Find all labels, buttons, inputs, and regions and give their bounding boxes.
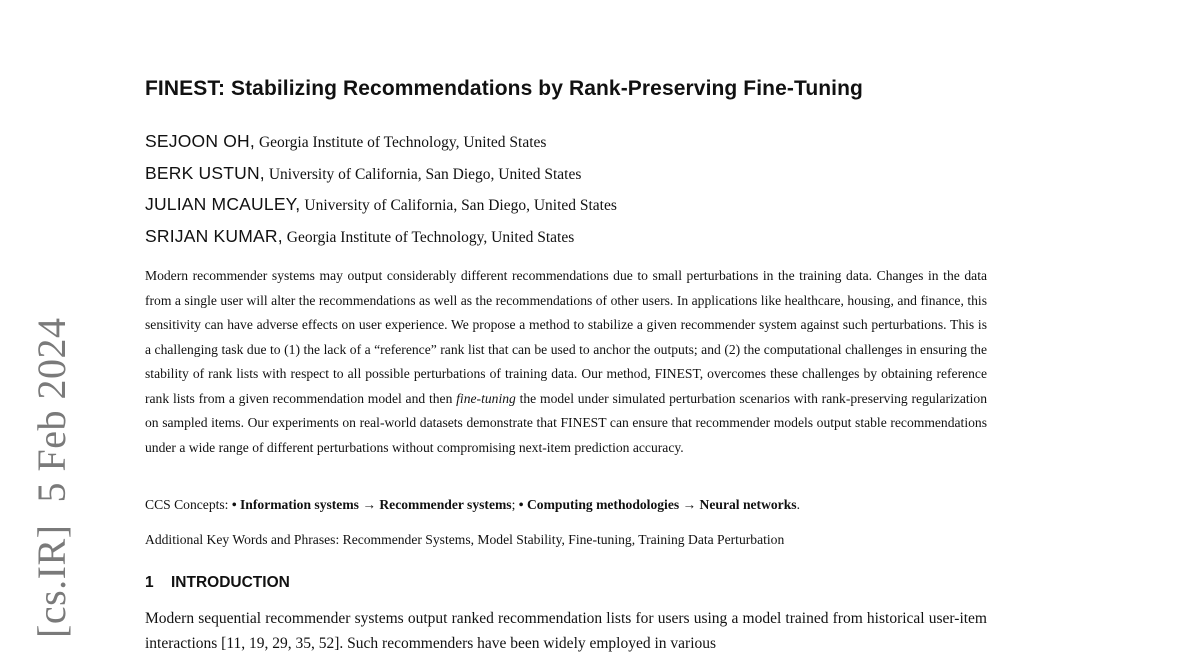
ccs-end: . — [796, 497, 800, 512]
author-affiliation: Georgia Institute of Technology, United States — [286, 228, 575, 246]
ccs-label: CCS Concepts: — [145, 497, 232, 512]
abstract-emphasis: fine-tuning — [456, 390, 516, 406]
ccs-separator: ; — [511, 497, 519, 512]
ccs-concept-1: • Information systems → Recommender systems — [231, 497, 512, 512]
keywords: Additional Key Words and Phrases: Recommender Systems, Model Stability, Fine-tuning, Training Data Perturbation — [145, 532, 785, 547]
arxiv-date: 5 Feb 2024 — [29, 317, 74, 503]
author-entry — [145, 191, 987, 223]
author-affiliation: University of California, San Diego, United States — [304, 197, 617, 214]
arxiv-category: [cs.IR] — [29, 524, 74, 638]
abstract-text-start: Modern recommender systems may output considerably different recommendations due to small perturbations in the training data. Changes in the data from a single user will alter the recommendations as well as the recommendations of other users. In applications like healthcare, housing, and finance, this sensitivity can have adverse effects on user experience. We propose a method to stabilize a given recommender system against such perturbations. This is a challenging task due to (1) the lack of a “reference” rank list that can be used to anchor the outputs; and (2) the computational challenges in ensuring the stability of rank lists with respect to all possible perturbations of training data. Our method, FINEST, overcomes these challenges by obtaining reference rank lists from a given recommendation model and then — [145, 268, 987, 406]
author-entry — [145, 160, 987, 192]
abstract-text-end: the model under simulated perturbation scenarios with rank-preserving regularization on sampled items. Our experiments on real-world datasets demonstrate that FINEST can ensure that recommender models output stable recommendations under a wide range of different perturbations without compromising next-item prediction accuracy. — [145, 390, 987, 455]
author-affiliation: University of California, San Diego, United States — [268, 165, 582, 183]
author-entry — [145, 223, 987, 255]
intro-paragraph: Modern sequential recommender systems output ranked recommendation lists for users using a model trained from historical user-item interactions [11, 19, 29, 35, 52]. Such recommenders have been widely employed in various — [145, 610, 987, 652]
ccs-concepts — [145, 494, 987, 516]
paper-title: FINEST: Stabilizing Recommendations by Rank-Preserving Fine-Tuning — [145, 77, 863, 100]
section-heading — [145, 574, 290, 592]
author-entry — [145, 128, 987, 160]
author-name: BERK USTUN, — [145, 162, 265, 183]
section-number: 1 — [145, 574, 154, 591]
arxiv-stamp — [28, 318, 75, 638]
author-affiliation: Georgia Institute of Technology, United States — [258, 134, 547, 151]
section-title: INTRODUCTION — [171, 574, 290, 591]
author-list — [145, 128, 987, 254]
author-name: SEJOON OH, — [145, 131, 255, 151]
author-name: JULIAN MCAULEY, — [145, 194, 301, 214]
ccs-concept-2: • Computing methodologies → Neural networks — [518, 497, 797, 512]
abstract — [145, 264, 987, 460]
author-name: SRIJAN KUMAR, — [145, 225, 283, 246]
